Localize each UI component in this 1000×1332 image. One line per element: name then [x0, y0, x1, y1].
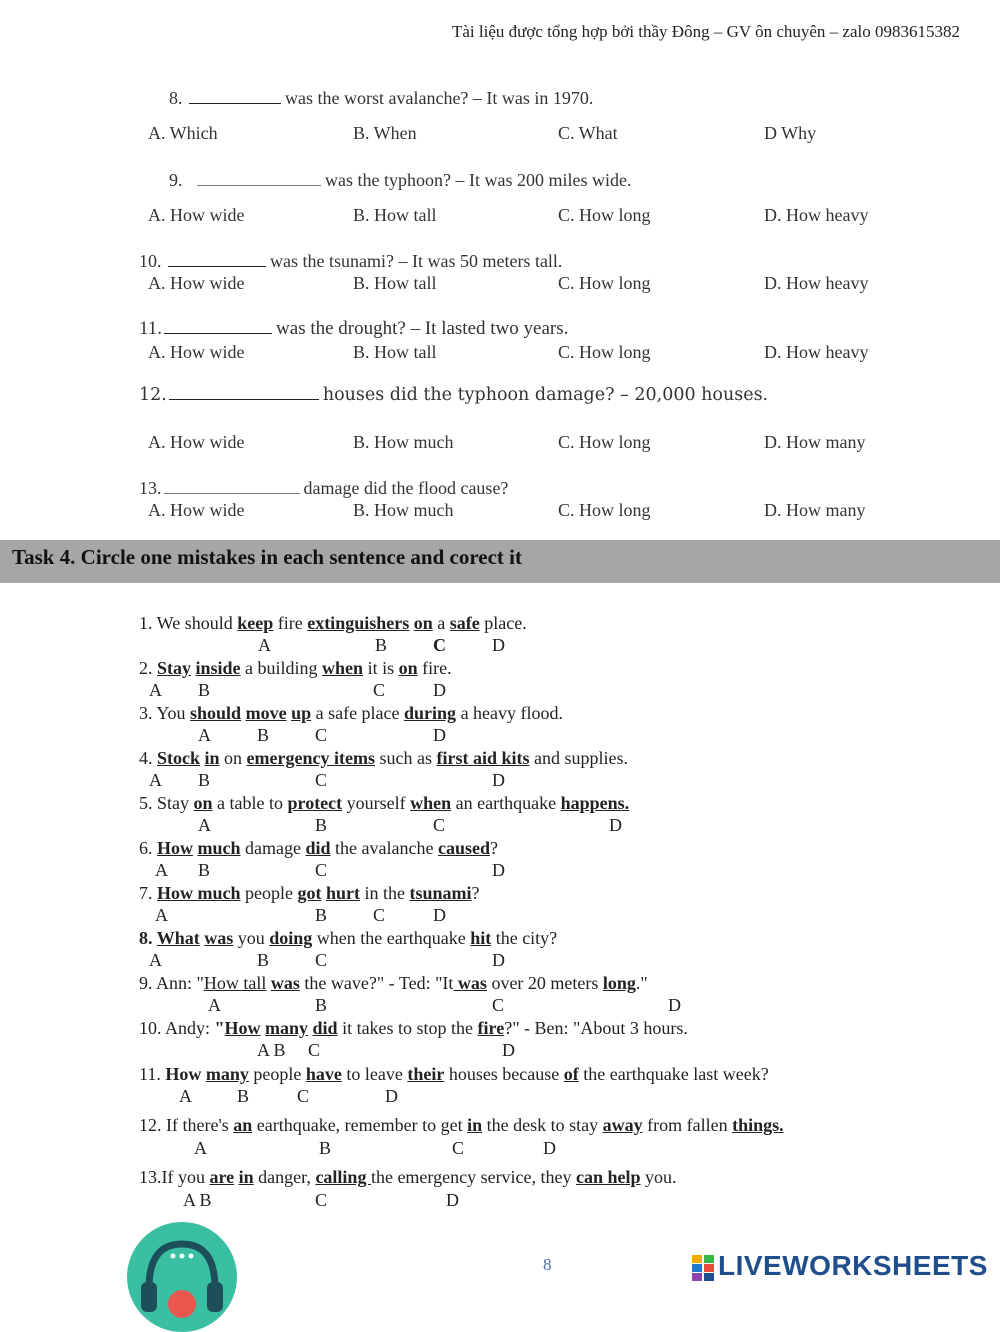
sentence-10: 10. Andy: "How many did it takes to stop the fire?" - Ben: "About 3 hours. — [139, 1018, 688, 1038]
s6-letter-a[interactable]: A — [155, 860, 168, 880]
s2-letter-a[interactable]: A — [149, 680, 162, 700]
s12-letter-b[interactable]: B — [319, 1138, 332, 1158]
s12-letter-a[interactable]: A — [194, 1138, 207, 1158]
s3-letter-b[interactable]: B — [257, 725, 270, 745]
q12-option-d[interactable]: D. How many — [764, 432, 866, 452]
sentence-4: 4. Stock in on emergency items such as first aid kits and supplies. — [139, 748, 628, 768]
s2-letter-d[interactable]: D — [433, 680, 446, 700]
q8-option-b[interactable]: B. When — [353, 123, 417, 143]
page-number: 8 — [543, 1255, 552, 1274]
s5-letter-d[interactable]: D — [609, 815, 622, 835]
s7-letter-c[interactable]: C — [373, 905, 386, 925]
s13-letter-d[interactable]: D — [446, 1190, 459, 1210]
task4-title: Task 4. Circle one mistakes in each sentence and corect it — [12, 545, 522, 569]
sentence-7: 7. How much people got hurt in the tsunami? — [139, 883, 480, 903]
liveworksheets-logo-icon — [692, 1252, 714, 1284]
s3-letter-a[interactable]: A — [198, 725, 211, 745]
s8-letter-a[interactable]: A — [149, 950, 162, 970]
s2-letter-c[interactable]: C — [373, 680, 386, 700]
s2-letter-b[interactable]: B — [198, 680, 211, 700]
sentence-12: 12. If there's an earthquake, remember to get in the desk to stay away from fallen things. — [139, 1115, 784, 1135]
q11-option-a[interactable]: A. How wide — [148, 342, 245, 362]
s5-letter-a[interactable]: A — [198, 815, 211, 835]
q13-option-d[interactable]: D. How many — [764, 500, 866, 520]
s12-letter-c[interactable]: C — [452, 1138, 465, 1158]
question-13: 13. damage did the flood cause? — [139, 478, 509, 498]
audio-avatar-icon[interactable] — [127, 1222, 237, 1332]
s1-letter-a[interactable]: A — [258, 635, 271, 655]
sentence-6: 6. How much damage did the avalanche caused? — [139, 838, 498, 858]
sentence-13: 13.If you are in danger, calling the emergency service, they can help you. — [139, 1167, 677, 1187]
s9-letter-b[interactable]: B — [315, 995, 328, 1015]
s7-letter-a[interactable]: A — [155, 905, 168, 925]
s9-letter-c[interactable]: C — [492, 995, 505, 1015]
question-8: 8. was the worst avalanche? – It was in 1970. — [169, 88, 594, 108]
s5-letter-c[interactable]: C — [433, 815, 446, 835]
q11-option-b[interactable]: B. How tall — [353, 342, 437, 362]
s8-letter-b[interactable]: B — [257, 950, 270, 970]
s10-letter-ab[interactable]: A B — [257, 1040, 286, 1060]
s10-letter-d[interactable]: D — [502, 1040, 515, 1060]
q10-option-b[interactable]: B. How tall — [353, 273, 437, 293]
q9-option-c[interactable]: C. How long — [558, 205, 651, 225]
question-12: 12. houses did the typhoon damage? – 20,000 houses. — [139, 385, 769, 405]
s7-letter-d[interactable]: D — [433, 905, 446, 925]
s8-letter-d[interactable]: D — [492, 950, 505, 970]
q10-option-a[interactable]: A. How wide — [148, 273, 245, 293]
q12-option-a[interactable]: A. How wide — [148, 432, 245, 452]
s4-letter-d[interactable]: D — [492, 770, 505, 790]
sentence-5: 5. Stay on a table to protect yourself when an earthquake happens. — [139, 793, 630, 813]
q12-option-b[interactable]: B. How much — [353, 432, 454, 452]
s1-letter-b[interactable]: B — [375, 635, 388, 655]
question-10: 10. was the tsunami? – It was 50 meters tall. — [139, 251, 563, 271]
q13-option-c[interactable]: C. How long — [558, 500, 651, 520]
s12-letter-d[interactable]: D — [543, 1138, 556, 1158]
s3-letter-c[interactable]: C — [315, 725, 328, 745]
q12-option-c[interactable]: C. How long — [558, 432, 651, 452]
s11-letter-d[interactable]: D — [385, 1086, 398, 1106]
q13-option-a[interactable]: A. How wide — [148, 500, 245, 520]
q9-option-b[interactable]: B. How tall — [353, 205, 437, 225]
liveworksheets-brand: LIVEWORKSHEETS — [718, 1250, 988, 1281]
sentence-3: 3. You should move up a safe place during a heavy flood. — [139, 703, 564, 723]
s1-letter-d[interactable]: D — [492, 635, 505, 655]
sentence-1: 1. We should keep fire extinguishers on a safe place. — [139, 613, 527, 633]
q9-option-d[interactable]: D. How heavy — [764, 205, 869, 225]
question-9: 9. was the typhoon? – It was 200 miles wide. — [169, 170, 632, 190]
q10-option-c[interactable]: C. How long — [558, 273, 651, 293]
s6-letter-c[interactable]: C — [315, 860, 328, 880]
q13-option-b[interactable]: B. How much — [353, 500, 454, 520]
q11-option-d[interactable]: D. How heavy — [764, 342, 869, 362]
s4-letter-a[interactable]: A — [149, 770, 162, 790]
s8-letter-c[interactable]: C — [315, 950, 328, 970]
s13-letter-ab[interactable]: A B — [183, 1190, 212, 1210]
sentence-2: 2. Stay inside a building when it is on fire. — [139, 658, 452, 678]
question-11: 11. was the drought? – It lasted two years. — [139, 318, 569, 339]
s9-letter-a[interactable]: A — [208, 995, 221, 1015]
q10-option-d[interactable]: D. How heavy — [764, 273, 869, 293]
task4-banner — [0, 540, 1000, 583]
s13-letter-c[interactable]: C — [315, 1190, 328, 1210]
s7-letter-b[interactable]: B — [315, 905, 328, 925]
s4-letter-c[interactable]: C — [315, 770, 328, 790]
sentence-8: 8. What was you doing when the earthquake hit the city? — [139, 928, 558, 948]
s11-letter-b[interactable]: B — [237, 1086, 250, 1106]
s11-letter-a[interactable]: A — [179, 1086, 192, 1106]
s6-letter-d[interactable]: D — [492, 860, 505, 880]
s5-letter-b[interactable]: B — [315, 815, 328, 835]
s9-letter-d[interactable]: D — [668, 995, 681, 1015]
sentence-11: 11. How many people have to leave their houses because of the earthquake last week? — [139, 1064, 769, 1084]
s10-letter-c[interactable]: C — [308, 1040, 321, 1060]
q8-option-d[interactable]: D Why — [764, 123, 817, 143]
s3-letter-d[interactable]: D — [433, 725, 446, 745]
q11-option-c[interactable]: C. How long — [558, 342, 651, 362]
s1-letter-c[interactable]: C — [433, 635, 446, 655]
s11-letter-c[interactable]: C — [297, 1086, 310, 1106]
sentence-9: 9. Ann: "How tall was the wave?" - Ted: "It was over 20 meters long." — [139, 973, 648, 993]
q8-option-c[interactable]: C. What — [558, 123, 618, 143]
s4-letter-b[interactable]: B — [198, 770, 211, 790]
page-header: Tài liệu được tổng hợp bởi thầy Đông – GV ôn chuyên – zalo 0983615382 — [451, 22, 960, 41]
q8-option-a[interactable]: A. Which — [148, 123, 218, 143]
s6-letter-b[interactable]: B — [198, 860, 211, 880]
q9-option-a[interactable]: A. How wide — [148, 205, 245, 225]
